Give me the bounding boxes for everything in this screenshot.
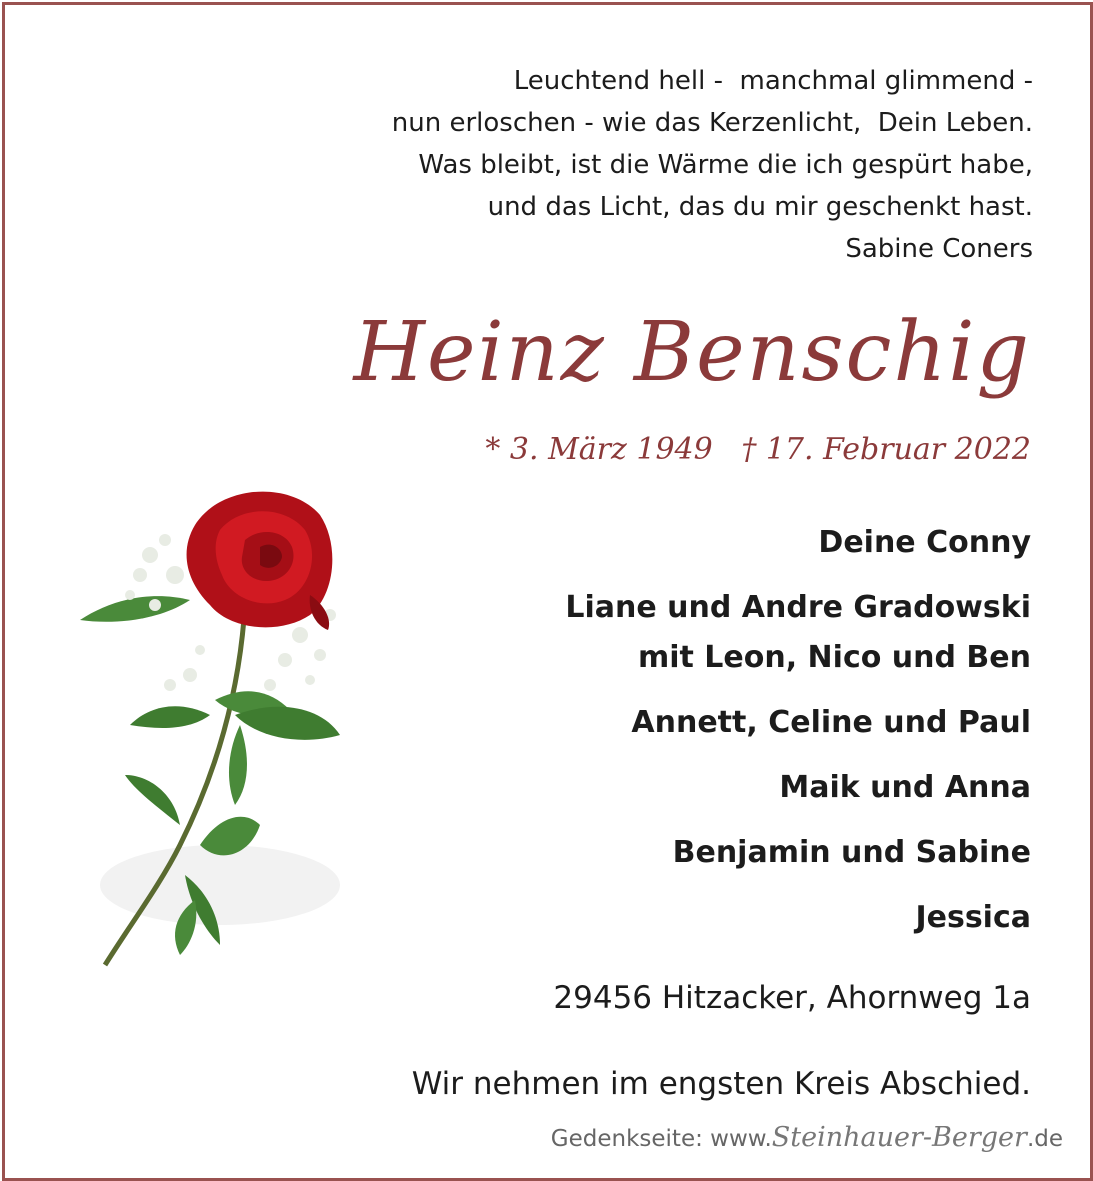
mourner-name: Jessica — [915, 900, 1031, 935]
poem-line: Leuchtend hell - manchmal glimmend - — [513, 66, 1033, 96]
deceased-name: Heinz Benschig — [353, 305, 1031, 400]
footer-suffix: .de — [1026, 1126, 1063, 1152]
mourner-name: Deine Conny — [818, 525, 1031, 560]
poem-line: nun erloschen - wie das Kerzenlicht, Dein Leben. — [391, 108, 1033, 138]
poem — [273, 60, 1033, 270]
mourner-group — [565, 518, 1031, 568]
life-dates: * 3. März 1949 † 17. Februar 2022 — [485, 432, 1031, 467]
poem-line: Was bleibt, ist die Wärme die ich gespürt habe, — [418, 150, 1033, 180]
footer-brand-logo: Steinhauer-Berger — [771, 1122, 1027, 1153]
mourner-group — [565, 583, 1031, 683]
mourner-group — [565, 828, 1031, 878]
memorial-page-link[interactable] — [551, 1122, 1063, 1153]
red-rose-icon — [70, 485, 370, 985]
mourner-name: mit Leon, Nico und Ben — [637, 640, 1031, 675]
mourner-group — [565, 893, 1031, 943]
footer-prefix: Gedenkseite: www. — [550, 1126, 772, 1152]
mourner-name: Benjamin und Sabine — [672, 835, 1031, 870]
poem-author: Sabine Coners — [845, 234, 1033, 264]
address: 29456 Hitzacker, Ahornweg 1a — [553, 980, 1031, 1016]
poem-line: und das Licht, das du mir geschenkt hast. — [487, 192, 1033, 222]
mourner-name: Maik und Anna — [779, 770, 1031, 805]
mourners-list — [565, 518, 1031, 958]
mourner-name: Liane und Andre Gradowski — [565, 590, 1031, 625]
mourner-group — [565, 763, 1031, 813]
farewell-note: Wir nehmen im engsten Kreis Abschied. — [411, 1066, 1031, 1102]
mourner-name: Annett, Celine und Paul — [631, 705, 1031, 740]
mourner-group — [565, 698, 1031, 748]
